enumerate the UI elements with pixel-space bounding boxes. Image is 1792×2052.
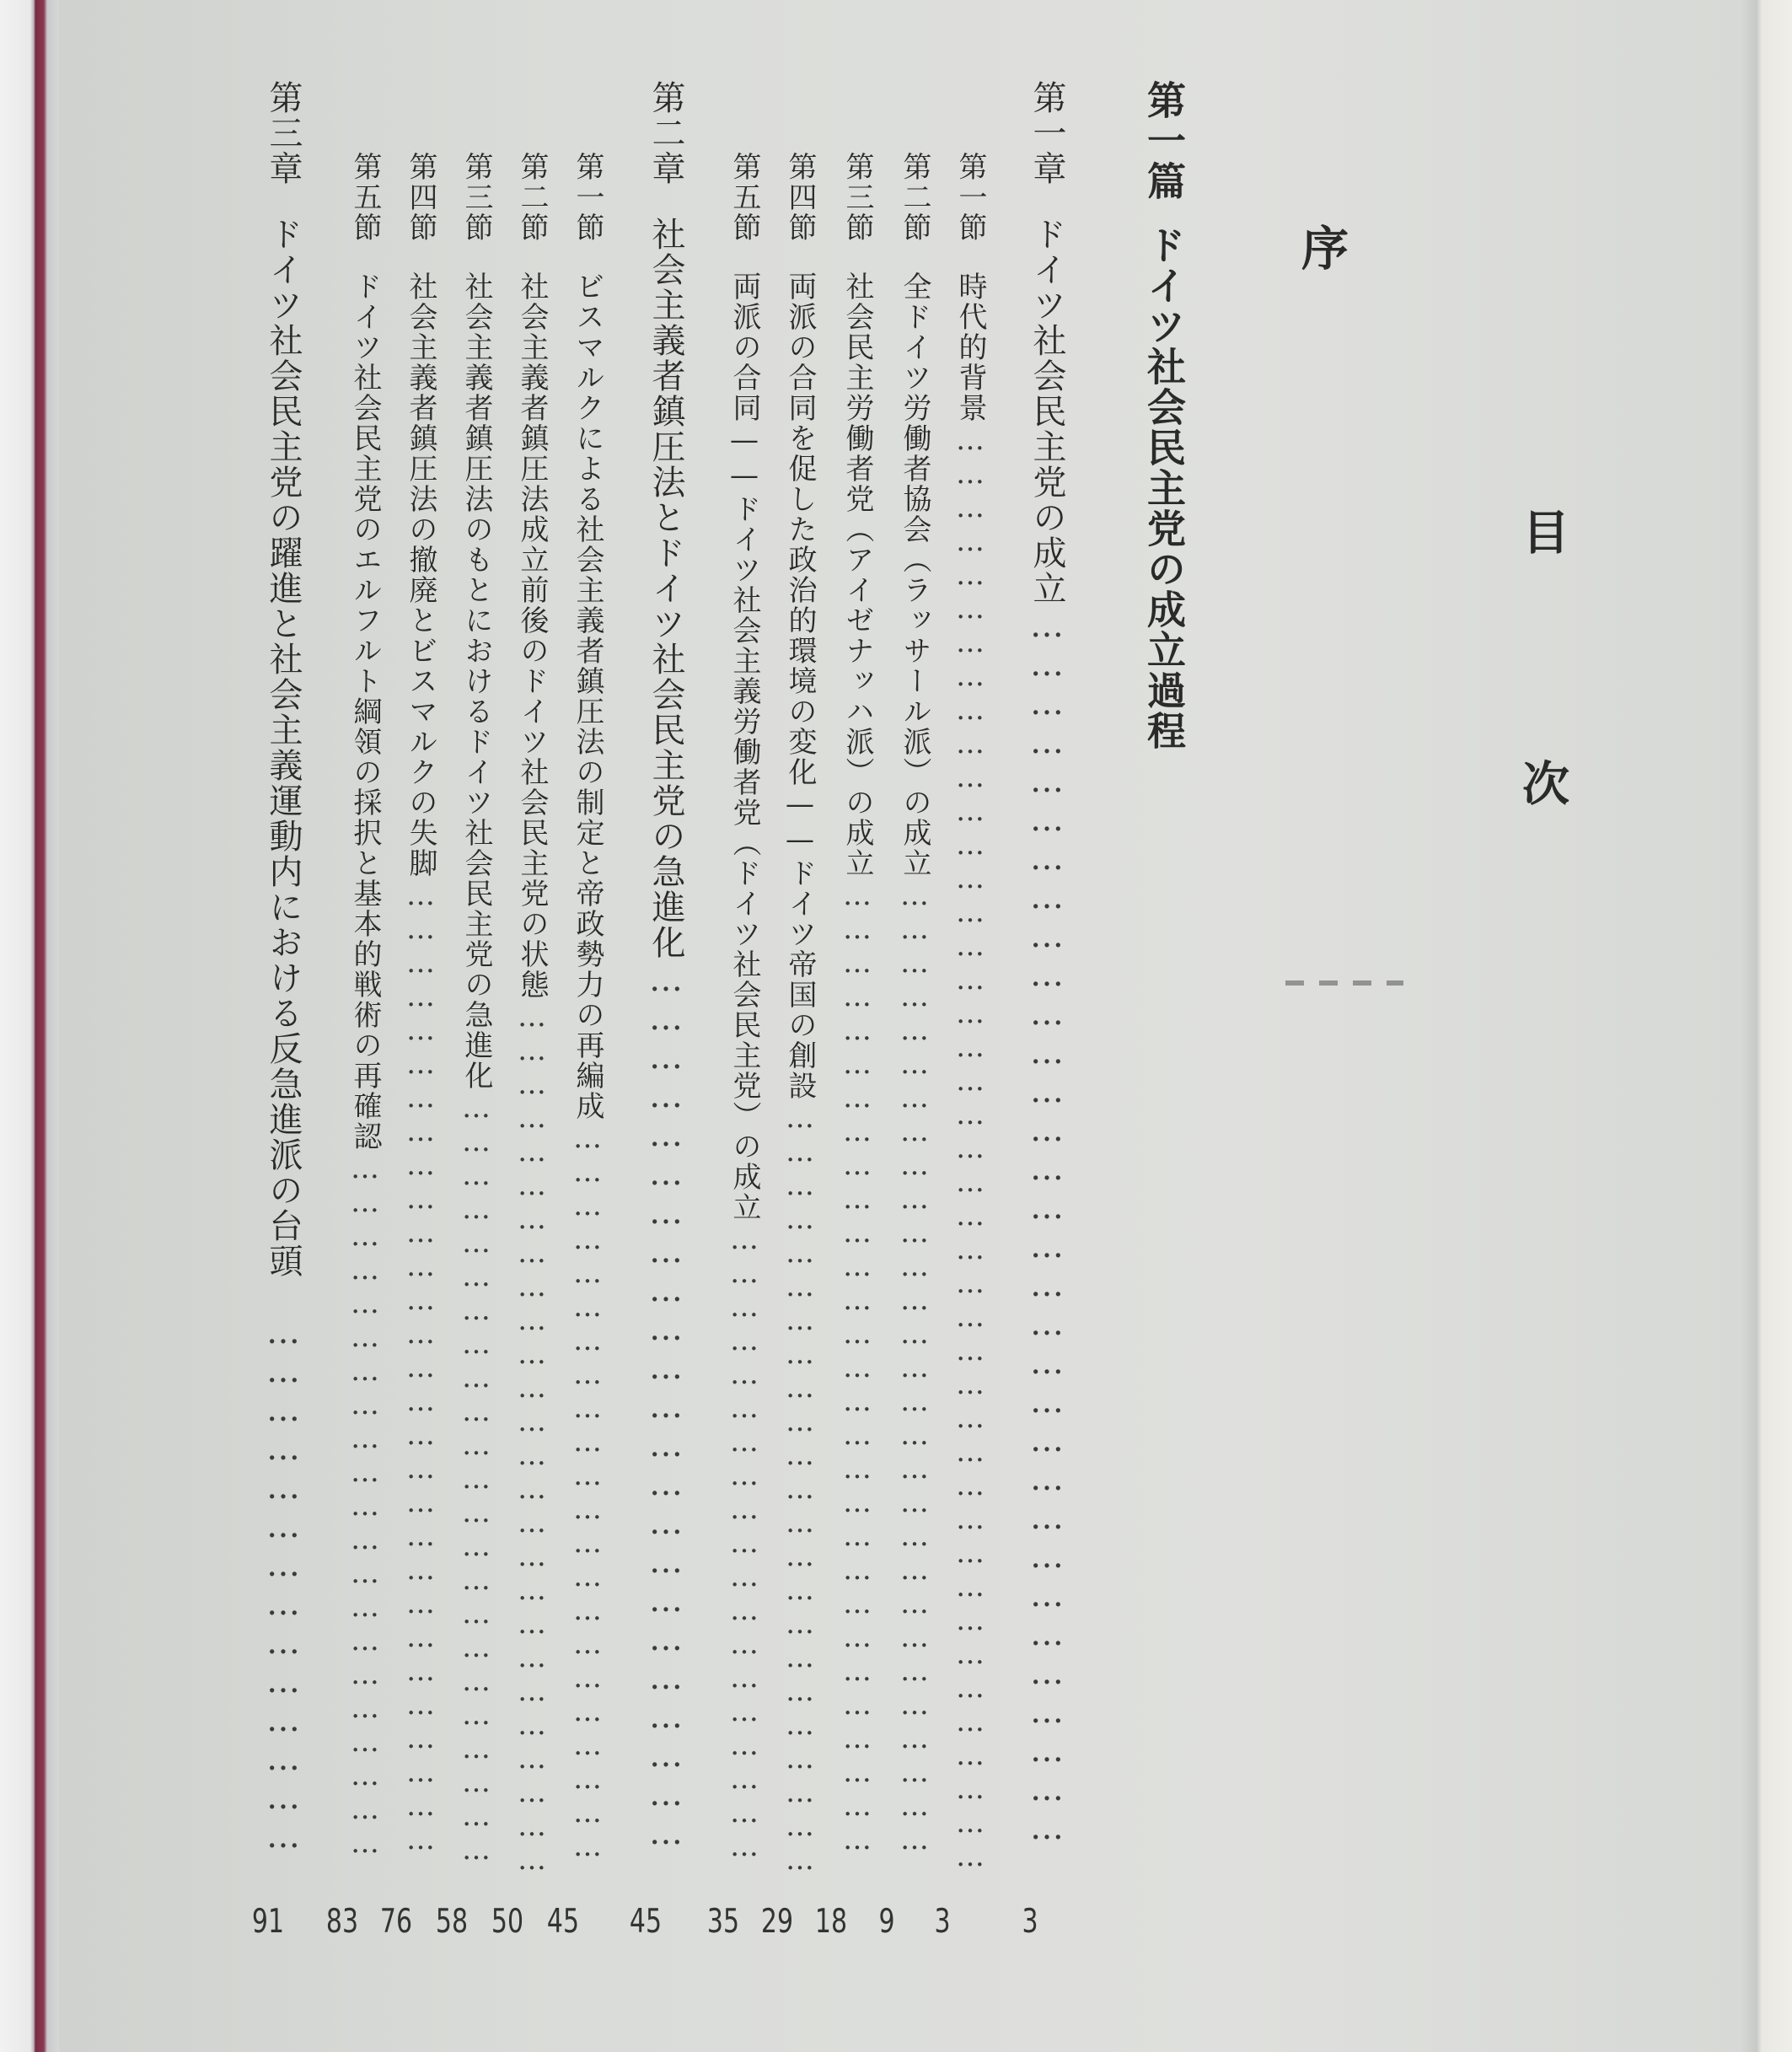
leader-dots: …………………………………… <box>264 1313 303 1856</box>
section-title: 社会主義者鎮圧法成立前後のドイツ社会民主党の状態 <box>515 271 549 1000</box>
ch1-section-1-page: 3 <box>934 1902 951 1942</box>
section-label: 第三節 <box>459 152 493 243</box>
part-title: ドイツ社会民主党の成立過程 <box>1141 225 1187 751</box>
ch2-section-5 <box>348 152 382 1860</box>
leader-dots: …………………………………………………………… <box>459 1091 493 1867</box>
ch2-section-3 <box>459 152 493 1867</box>
section-label: 第四節 <box>783 152 817 243</box>
ch2-section-4-page: 76 <box>379 1902 413 1942</box>
chapter-2-page: 45 <box>629 1902 663 1942</box>
ch2-section-5-page: 83 <box>325 1902 359 1942</box>
preface-heading: 序 <box>1294 223 1349 271</box>
section-label: 第二節 <box>515 152 549 243</box>
section-label: 第五節 <box>727 152 761 243</box>
ch1-section-4-page: 29 <box>760 1902 794 1942</box>
section-title: 両派の合同——ドイツ社会主義労働者党（ドイツ社会民主党）の成立 <box>727 271 761 1222</box>
part-label: 第一篇 <box>1141 80 1187 201</box>
section-title: 時代的背景 <box>953 271 987 423</box>
ch2-section-1 <box>573 152 602 1863</box>
ch2-section-2-page: 50 <box>491 1902 524 1942</box>
leader-dots: …………………………………………………………… <box>647 960 685 1852</box>
leader-dots: ………………………………………………… <box>727 1222 761 1863</box>
section-label: 第五節 <box>348 152 382 243</box>
chapter-title: 社会主義者鎮圧法とドイツ社会民主党の急進化 <box>647 217 685 960</box>
ch1-section-2 <box>900 152 929 1856</box>
ch1-section-2-page: 9 <box>878 1902 895 1942</box>
facing-page-edge <box>1741 0 1792 2052</box>
ch1-section-3 <box>840 152 874 1856</box>
chapter-label: 第一章 <box>1027 80 1066 186</box>
ch2-section-3-page: 58 <box>435 1902 469 1942</box>
section-label: 第一節 <box>571 152 604 243</box>
leader-dots: ……………………………………………………… <box>348 1152 382 1860</box>
chapter-2-entry <box>649 80 683 1852</box>
ch2-section-1-page: 45 <box>546 1902 580 1942</box>
section-title: 両派の合同を促した政治的環境の変化——ドイツ帝国の創設 <box>783 271 817 1101</box>
ch2-section-4 <box>406 152 435 1856</box>
leader-dots: …………………………………………………………… <box>783 1101 817 1877</box>
ink-smudge <box>1285 980 1403 986</box>
section-label: 第四節 <box>404 152 437 243</box>
toc-heading-tsugi: 次 <box>1515 759 1570 806</box>
section-label: 第二節 <box>898 152 931 243</box>
section-title: ドイツ社会民主党のエルフルト綱領の採択と基本的戦術の再確認 <box>348 271 382 1152</box>
chapter-title: ドイツ社会民主党の躍進と社会主義運動内における反急進派の台頭 <box>264 217 303 1279</box>
leader-dots: ………………………………………………………………………………………………………………… <box>953 423 987 1873</box>
section-title: 社会民主労働者党（アイゼナッハ派）の成立 <box>840 271 874 878</box>
chapter-title: ドイツ社会民主党の成立 <box>1027 217 1066 606</box>
section-title: 全ドイツ労働者協会（ラッサール派）の成立 <box>898 271 931 878</box>
binding-edge <box>0 0 59 2052</box>
chapter-1-page: 3 <box>1022 1902 1038 1942</box>
chapter-3-entry <box>264 80 303 1856</box>
section-title: 社会主義者鎮圧法の撤廃とビスマルクの失脚 <box>404 271 437 878</box>
leader-dots: …………………………………………………………………………… <box>840 878 874 1856</box>
section-label: 第一節 <box>953 152 987 243</box>
leader-dots: …………………………………………………………………………… <box>404 878 437 1856</box>
chapter-label: 第三章 <box>264 80 303 186</box>
leader-dots: …………………………………………………………………………………… <box>1027 606 1066 1847</box>
section-label: 第三節 <box>840 152 874 243</box>
ch1-section-1 <box>953 152 987 1873</box>
chapter-1-entry <box>1027 80 1066 1847</box>
ch1-section-3-page: 18 <box>814 1902 848 1942</box>
toc-heading-me: 目 <box>1515 508 1570 555</box>
section-title: 社会主義者鎮圧法のもとにおけるドイツ社会民主党の急進化 <box>459 271 493 1091</box>
part-1-entry <box>1141 80 1187 751</box>
leader-dots: …………………………………………………………………… <box>515 1000 549 1877</box>
ch2-section-2 <box>515 152 549 1877</box>
chapter-label: 第二章 <box>647 80 685 186</box>
chapter-3-page: 91 <box>251 1902 285 1942</box>
section-title: ビスマルクによる社会主義者鎮圧法の制定と帝政勢力の再編成 <box>571 271 604 1121</box>
ch1-section-5 <box>727 152 761 1863</box>
ch1-section-5-page: 35 <box>706 1902 740 1942</box>
leader-dots: …………………………………………………………………………… <box>898 878 931 1856</box>
leader-dots: ………………………………………………………… <box>571 1121 604 1863</box>
ch1-section-4 <box>783 152 817 1877</box>
